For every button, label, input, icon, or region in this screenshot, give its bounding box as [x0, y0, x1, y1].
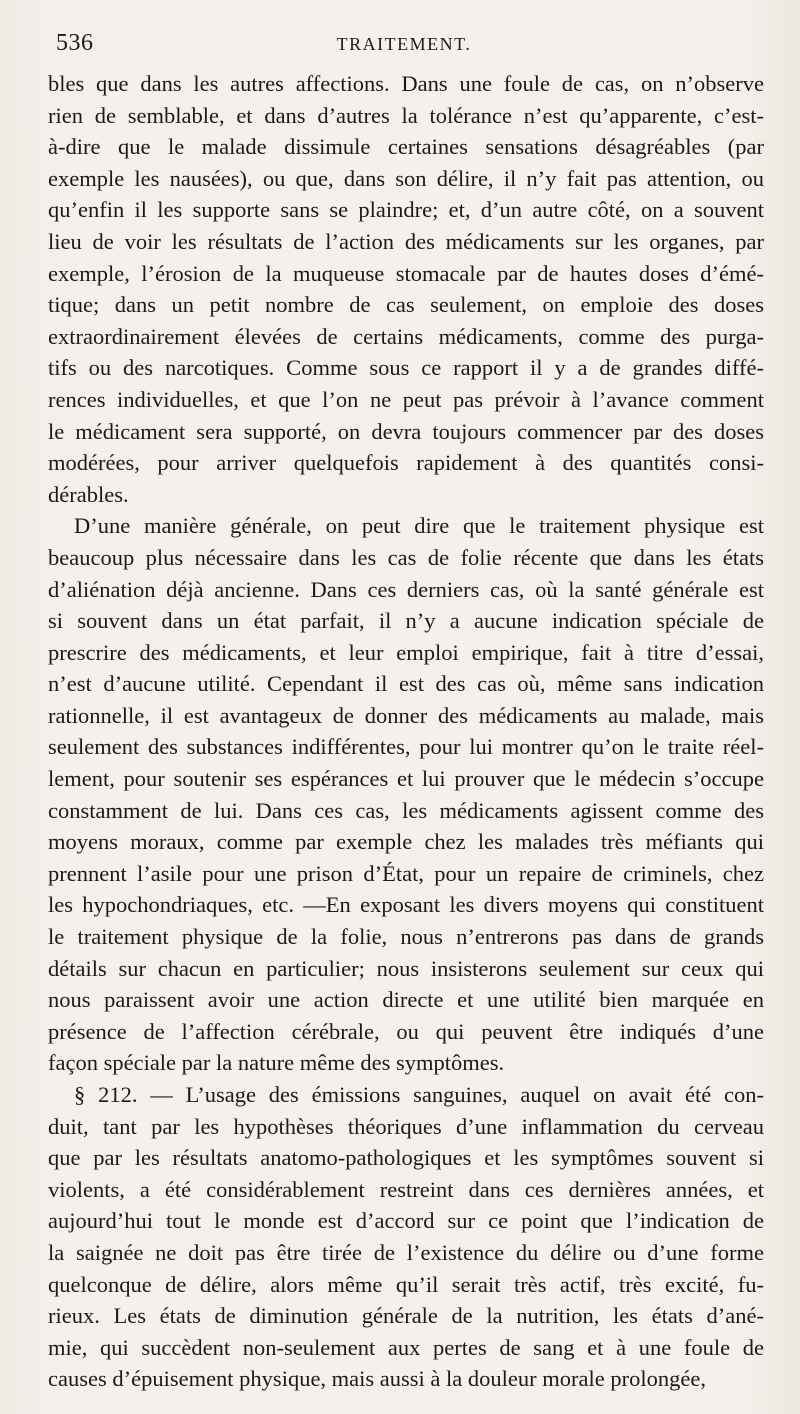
text-line: tique; dans un petit nombre de cas seulement, on emploie des doses	[48, 292, 764, 318]
text-line: si souvent dans un état parfait, il n’y a aucune indication spéciale de	[48, 608, 764, 634]
text-line: la saignée ne doit pas être tirée de l’existence du délire ou d’une forme	[48, 1239, 764, 1265]
text-line: seulement des substances indifférentes, pour lui montrer qu’on le traite réel-	[48, 734, 764, 760]
paragraph	[48, 1079, 764, 1395]
text-line: tifs ou des narcotiques. Comme sous ce rapport il y a de grandes diffé-	[48, 355, 764, 381]
text-line: nous paraissent avoir une action directe et une utilité bien marquée en	[48, 987, 764, 1013]
text-line: exemple les nausées), ou que, dans son délire, il n’y fait pas attention, ou	[48, 165, 764, 191]
text-line: détails sur chacun en particulier; nous insisterons seulement sur ceux qui	[48, 955, 764, 981]
text-line: rences individuelles, et que l’on ne peut pas prévoir à l’avance comment	[48, 386, 764, 412]
text-line: qu’enfin il les supporte sans se plaindre; et, d’un autre côté, on a souvent	[48, 197, 764, 223]
text-line: rien de semblable, et dans d’autres la tolérance n’est qu’apparente, c’est-	[48, 102, 764, 128]
body-text	[48, 68, 764, 1395]
running-head: TRAITEMENT.	[336, 34, 472, 54]
page-number: 536	[56, 30, 94, 56]
text-line: à-dire que le malade dissimule certaines sensations désagréables (par	[48, 134, 764, 160]
text-line: les hypochondriaques, etc. —En exposant les divers moyens qui constituent	[48, 892, 764, 918]
text-line: le traitement physique de la folie, nous n’entrerons pas dans de grands	[48, 924, 764, 950]
paragraph	[48, 68, 764, 510]
text-line: aujourd’hui tout le monde est d’accord sur ce point que l’indication de	[48, 1208, 764, 1234]
paragraph	[48, 510, 764, 1079]
text-line: causes d’épuisement physique, mais aussi à la douleur morale prolongée,	[48, 1366, 706, 1392]
text-line: § 212. — L’usage des émissions sanguines, auquel on avait été con-	[74, 1082, 764, 1107]
text-line: beaucoup plus nécessaire dans les cas de folie récente que dans les états	[48, 544, 764, 570]
text-line: le médicament sera supporté, on devra toujours commencer par des doses	[48, 418, 764, 444]
text-line: présence de l’affection cérébrale, ou qui peuvent être indiqués d’une	[48, 1018, 764, 1044]
text-line: D’une manière générale, on peut dire que le traitement physique est	[74, 513, 764, 539]
text-line: que par les résultats anatomo-pathologiques et les symptômes souvent si	[48, 1145, 764, 1171]
text-line: rationnelle, il est avantageux de donner des médicaments au malade, mais	[48, 702, 764, 728]
text-line: extraordinairement élevées de certains médicaments, comme des purga-	[48, 323, 764, 349]
text-line: violents, a été considérablement restreint dans ces dernières années, et	[48, 1176, 764, 1202]
text-line: exemple, l’érosion de la muqueuse stomacale par de hautes doses d’émé-	[48, 260, 764, 286]
text-line: moyens moraux, comme par exemple chez les malades très méfiants qui	[48, 829, 764, 855]
text-line: quelconque de délire, alors même qu’il serait très actif, très excité, fu-	[48, 1271, 764, 1297]
text-line: n’est d’aucune utilité. Cependant il est des cas où, même sans indication	[48, 671, 764, 697]
text-line: constamment de lui. Dans ces cas, les médicaments agissent comme des	[48, 797, 764, 823]
page-header	[48, 30, 760, 60]
text-line: mie, qui succèdent non-seulement aux pertes de sang et à une foule de	[48, 1334, 764, 1360]
text-line: rieux. Les états de diminution générale de la nutrition, les états d’ané-	[48, 1303, 764, 1329]
text-line: façon spéciale par la nature même des symptômes.	[48, 1050, 505, 1076]
text-line: bles que dans les autres affections. Dans une foule de cas, on n’observe	[48, 71, 764, 96]
text-line: lieu de voir les résultats de l’action des médicaments sur les organes, par	[48, 228, 764, 254]
text-line: dérables.	[48, 481, 129, 507]
text-line: duit, tant par les hypothèses théoriques d’une inflammation du cerveau	[48, 1113, 764, 1139]
text-line: modérées, pour arriver quelquefois rapidement à des quantités consi-	[48, 450, 764, 476]
text-line: prescrire des médicaments, et leur emploi empirique, fait à titre d’essai,	[48, 639, 764, 665]
text-line: d’aliénation déjà ancienne. Dans ces derniers cas, où la santé générale est	[48, 576, 764, 602]
text-line: prennent l’asile pour une prison d’État, pour un repaire de criminels, chez	[48, 860, 764, 886]
text-line: lement, pour soutenir ses espérances et lui prouver que le médecin s’occupe	[48, 766, 764, 792]
